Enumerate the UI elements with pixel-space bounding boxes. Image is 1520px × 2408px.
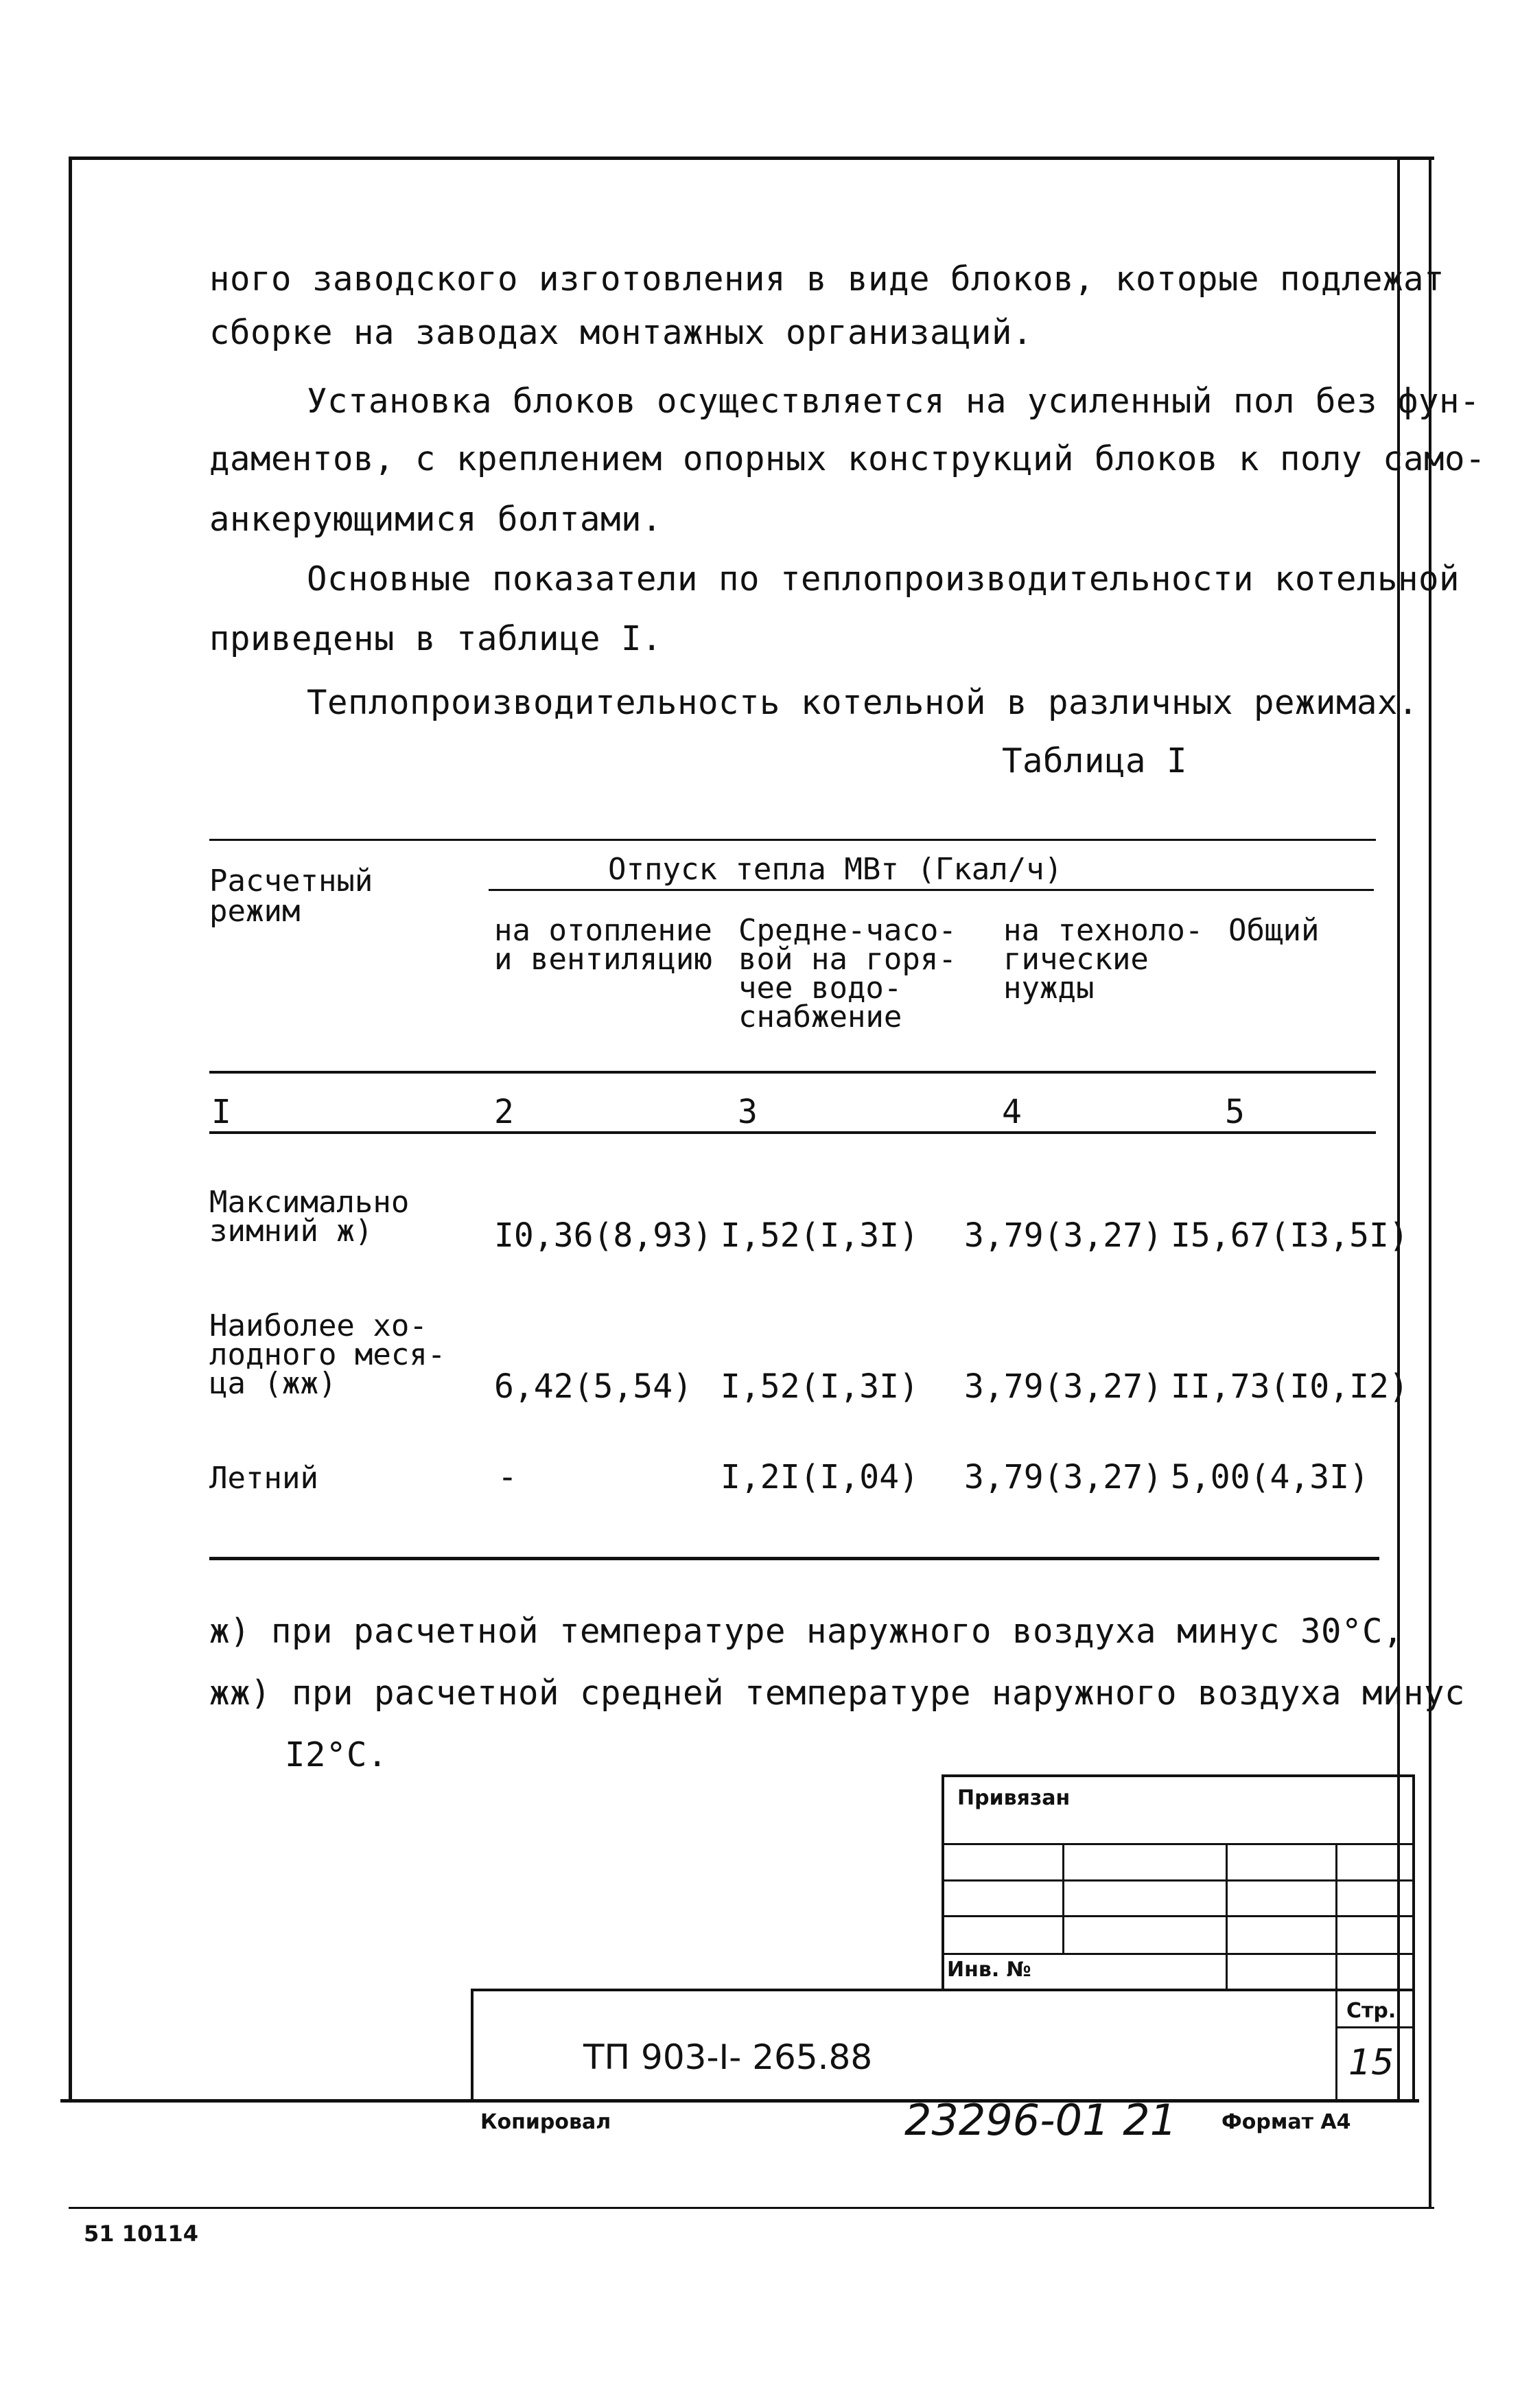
row-mode: лодного меся- — [209, 1337, 446, 1372]
table-group-underline — [489, 889, 1374, 891]
stamp-grid-line — [942, 1774, 944, 1991]
kopiroval-label: Копировал — [480, 2110, 611, 2134]
stamp-grid-line — [942, 1879, 1415, 1882]
handwritten-number: 23296-01 21 — [904, 2095, 1178, 2145]
row-mode: зимний ж) — [209, 1214, 373, 1249]
corner-code: 51 10114 — [84, 2221, 198, 2247]
paragraph-line: приведены в таблице I. — [209, 619, 663, 658]
table-bottom-line — [209, 1557, 1379, 1560]
row-mode: Летний — [209, 1461, 318, 1496]
footnote: I2°С. — [285, 1735, 388, 1774]
paragraph-line: Основные показатели по теплопроизводительности котельной — [307, 559, 1460, 599]
column-number: 2 — [494, 1093, 514, 1131]
frame-bottom-border — [60, 2099, 1419, 2103]
cell-total: II,73(I0,I2) — [1171, 1367, 1409, 1406]
paragraph-line: ного заводского изготовления в виде блоков, которые подлежат — [209, 259, 1445, 299]
paragraph-line: анкерующимися болтами. — [209, 500, 663, 539]
header-tech: гические — [1003, 942, 1149, 977]
stamp-grid-line — [942, 1774, 1415, 1777]
row-mode: ца (жж) — [209, 1366, 337, 1401]
title-block-top-line — [471, 1989, 1415, 1991]
cell-total: 5,00(4,3I) — [1171, 1458, 1369, 1496]
stamp-grid-line — [1412, 1774, 1415, 2100]
title-block-left-line — [471, 1989, 473, 2102]
page-number: 15 — [1348, 2042, 1394, 2083]
frame-top-border — [69, 157, 1434, 160]
cell-heating: - — [498, 1458, 517, 1496]
header-hot-water: снабжение — [738, 999, 902, 1034]
column-number: 5 — [1225, 1093, 1245, 1131]
paragraph-line: даментов, с креплением опорных конструкций блоков к полу само- — [209, 439, 1486, 478]
cell-total: I5,67(I3,5I) — [1171, 1216, 1409, 1255]
page-label: Стр. — [1346, 1999, 1396, 2023]
column-number: 3 — [738, 1093, 758, 1131]
header-group: Отпуск тепла МВт (Гкал/ч) — [608, 852, 1063, 887]
header-heating: и вентиляцию — [494, 942, 712, 977]
stamp-inv-no: Инв. № — [947, 1958, 1031, 1982]
table-caption: Теплопроизводительность котельной в различных режимах. — [307, 683, 1419, 722]
cell-tech: 3,79(3,27) — [964, 1458, 1162, 1496]
footnote: ж) при расчетной температуре наружного воздуха минус 30°С, — [209, 1612, 1404, 1651]
table-header-bottom-line — [209, 1071, 1376, 1074]
paragraph-line: Установка блоков осуществляется на усиленный пол без фун- — [307, 382, 1481, 421]
stamp-grid-line — [1335, 1843, 1337, 2100]
header-heating: на отопление — [494, 913, 712, 948]
header-mode: Расчетный — [209, 864, 373, 899]
row-mode: Максимально — [209, 1185, 410, 1220]
page-cell-divider — [1335, 2026, 1415, 2028]
cell-hot-water: I,52(I,3I) — [721, 1216, 919, 1255]
cell-tech: 3,79(3,27) — [964, 1216, 1162, 1255]
cell-heating: 6,42(5,54) — [494, 1367, 692, 1406]
row-mode: Наиболее хо- — [209, 1308, 428, 1343]
header-hot-water: Средне-часо- — [738, 913, 957, 948]
footnote: жж) при расчетной средней температуре наружного воздуха минус — [209, 1674, 1466, 1713]
cell-heating: I0,36(8,93) — [494, 1216, 712, 1255]
stamp-grid-line — [942, 1953, 1415, 1955]
paragraph-line: сборке на заводах монтажных организаций. — [209, 313, 1033, 352]
header-mode: режим — [209, 894, 301, 929]
column-number: 4 — [1002, 1093, 1022, 1131]
table-numbers-bottom-line — [209, 1131, 1376, 1134]
header-tech: нужды — [1003, 971, 1095, 1006]
table-top-line — [209, 839, 1376, 841]
header-tech: на техноло- — [1003, 913, 1204, 948]
sheet-bottom-line — [69, 2207, 1434, 2209]
header-hot-water: вой на горя- — [738, 942, 957, 977]
stamp-grid-line — [1226, 1843, 1228, 1991]
stamp-grid-line — [942, 1843, 1415, 1845]
header-total: Общий — [1228, 913, 1320, 948]
table-label: Таблица I — [1002, 741, 1188, 780]
stamp-grid-line — [942, 1915, 1415, 1917]
cell-tech: 3,79(3,27) — [964, 1367, 1162, 1406]
column-number: I — [211, 1093, 231, 1131]
header-hot-water: чее водо- — [738, 971, 902, 1006]
cell-hot-water: I,2I(I,04) — [721, 1458, 919, 1496]
cell-hot-water: I,52(I,3I) — [721, 1367, 919, 1406]
document-designation: ТП 903-I- 265.88 — [583, 2037, 873, 2077]
format-label: Формат А4 — [1221, 2110, 1351, 2134]
stamp-grid-line — [1062, 1843, 1064, 1953]
stamp-privyazan: Привязан — [957, 1786, 1071, 1810]
frame-left-border — [69, 157, 72, 2099]
